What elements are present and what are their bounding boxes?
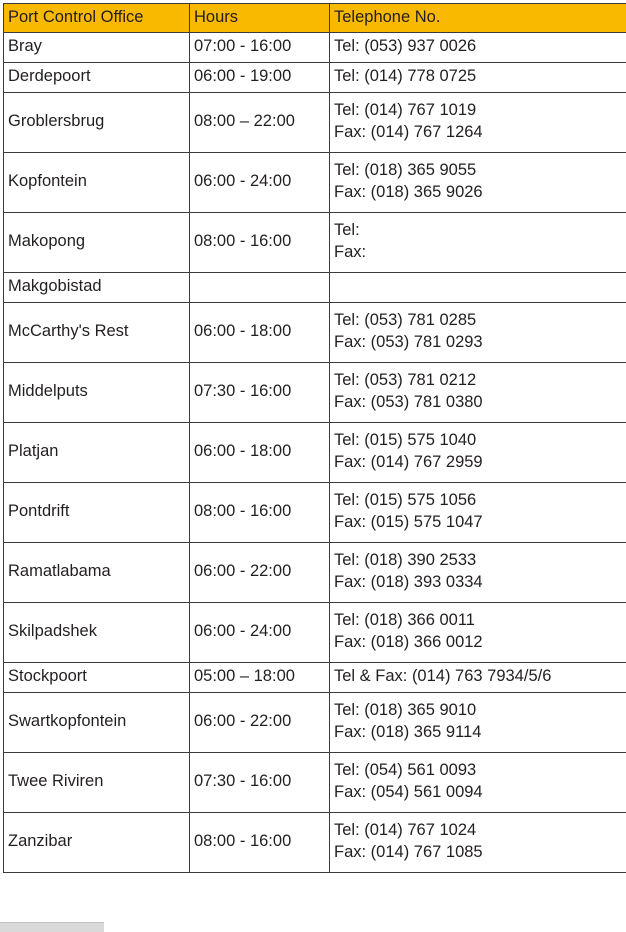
table-row bbox=[4, 363, 626, 423]
cell-hours: 07:30 - 16:00 bbox=[190, 363, 330, 423]
cell-hours: 08:00 – 22:00 bbox=[190, 93, 330, 153]
cell-telephone: Tel: (014) 778 0725 bbox=[330, 63, 626, 93]
table-row bbox=[4, 213, 626, 273]
cell-office: Bray bbox=[4, 33, 190, 63]
column-header-office: Port Control Office bbox=[4, 4, 190, 33]
table-row bbox=[4, 483, 626, 543]
table-row bbox=[4, 423, 626, 483]
cell-hours: 08:00 - 16:00 bbox=[190, 813, 330, 873]
cell-hours: 06:00 - 24:00 bbox=[190, 153, 330, 213]
table-row bbox=[4, 753, 626, 813]
cell-telephone: Tel: (053) 781 0285 Fax: (053) 781 0293 bbox=[330, 303, 626, 363]
table-row bbox=[4, 33, 626, 63]
cell-office: Middelputs bbox=[4, 363, 190, 423]
cell-hours: 06:00 - 18:00 bbox=[190, 423, 330, 483]
cell-hours bbox=[190, 273, 330, 303]
cell-hours: 07:00 - 16:00 bbox=[190, 33, 330, 63]
table-row bbox=[4, 153, 626, 213]
table-body bbox=[4, 33, 626, 873]
cell-telephone: Tel: (014) 767 1019 Fax: (014) 767 1264 bbox=[330, 93, 626, 153]
cell-hours: 08:00 - 16:00 bbox=[190, 213, 330, 273]
table-row bbox=[4, 603, 626, 663]
table-row bbox=[4, 813, 626, 873]
cell-telephone: Tel: (014) 767 1024 Fax: (014) 767 1085 bbox=[330, 813, 626, 873]
cell-office: Makgobistad bbox=[4, 273, 190, 303]
table-row bbox=[4, 63, 626, 93]
horizontal-scrollbar[interactable] bbox=[0, 922, 626, 931]
cell-telephone: Tel: (015) 575 1040 Fax: (014) 767 2959 bbox=[330, 423, 626, 483]
cell-telephone: Tel & Fax: (014) 763 7934/5/6 bbox=[330, 663, 626, 693]
table-row bbox=[4, 303, 626, 363]
cell-telephone: Tel: Fax: bbox=[330, 213, 626, 273]
cell-hours: 06:00 - 22:00 bbox=[190, 543, 330, 603]
cell-telephone: Tel: (053) 781 0212 Fax: (053) 781 0380 bbox=[330, 363, 626, 423]
cell-hours: 06:00 - 18:00 bbox=[190, 303, 330, 363]
cell-office: Makopong bbox=[4, 213, 190, 273]
cell-telephone: Tel: (015) 575 1056 Fax: (015) 575 1047 bbox=[330, 483, 626, 543]
cell-telephone: Tel: (054) 561 0093 Fax: (054) 561 0094 bbox=[330, 753, 626, 813]
table-row bbox=[4, 273, 626, 303]
port-control-offices-table bbox=[3, 3, 626, 873]
cell-office: Twee Riviren bbox=[4, 753, 190, 813]
horizontal-scrollbar-thumb[interactable] bbox=[0, 922, 104, 932]
cell-office: Kopfontein bbox=[4, 153, 190, 213]
cell-office: Swartkopfontein bbox=[4, 693, 190, 753]
cell-hours: 06:00 - 19:00 bbox=[190, 63, 330, 93]
document-page bbox=[0, 3, 626, 931]
table-row bbox=[4, 543, 626, 603]
table-header bbox=[4, 4, 626, 33]
column-header-telephone: Telephone No. bbox=[330, 4, 626, 33]
cell-telephone: Tel: (018) 365 9055 Fax: (018) 365 9026 bbox=[330, 153, 626, 213]
cell-telephone bbox=[330, 273, 626, 303]
cell-office: Stockpoort bbox=[4, 663, 190, 693]
table-row bbox=[4, 663, 626, 693]
cell-office: Pontdrift bbox=[4, 483, 190, 543]
table-row bbox=[4, 93, 626, 153]
column-header-hours: Hours bbox=[190, 4, 330, 33]
cell-hours: 07:30 - 16:00 bbox=[190, 753, 330, 813]
table-header-row bbox=[4, 4, 626, 33]
cell-telephone: Tel: (053) 937 0026 bbox=[330, 33, 626, 63]
cell-office: Groblersbrug bbox=[4, 93, 190, 153]
cell-hours: 06:00 - 24:00 bbox=[190, 603, 330, 663]
cell-telephone: Tel: (018) 390 2533 Fax: (018) 393 0334 bbox=[330, 543, 626, 603]
cell-hours: 08:00 - 16:00 bbox=[190, 483, 330, 543]
cell-office: Zanzibar bbox=[4, 813, 190, 873]
cell-telephone: Tel: (018) 365 9010 Fax: (018) 365 9114 bbox=[330, 693, 626, 753]
cell-telephone: Tel: (018) 366 0011 Fax: (018) 366 0012 bbox=[330, 603, 626, 663]
cell-hours: 05:00 – 18:00 bbox=[190, 663, 330, 693]
cell-hours: 06:00 - 22:00 bbox=[190, 693, 330, 753]
cell-office: McCarthy's Rest bbox=[4, 303, 190, 363]
cell-office: Platjan bbox=[4, 423, 190, 483]
table-row bbox=[4, 693, 626, 753]
cell-office: Ramatlabama bbox=[4, 543, 190, 603]
cell-office: Derdepoort bbox=[4, 63, 190, 93]
cell-office: Skilpadshek bbox=[4, 603, 190, 663]
